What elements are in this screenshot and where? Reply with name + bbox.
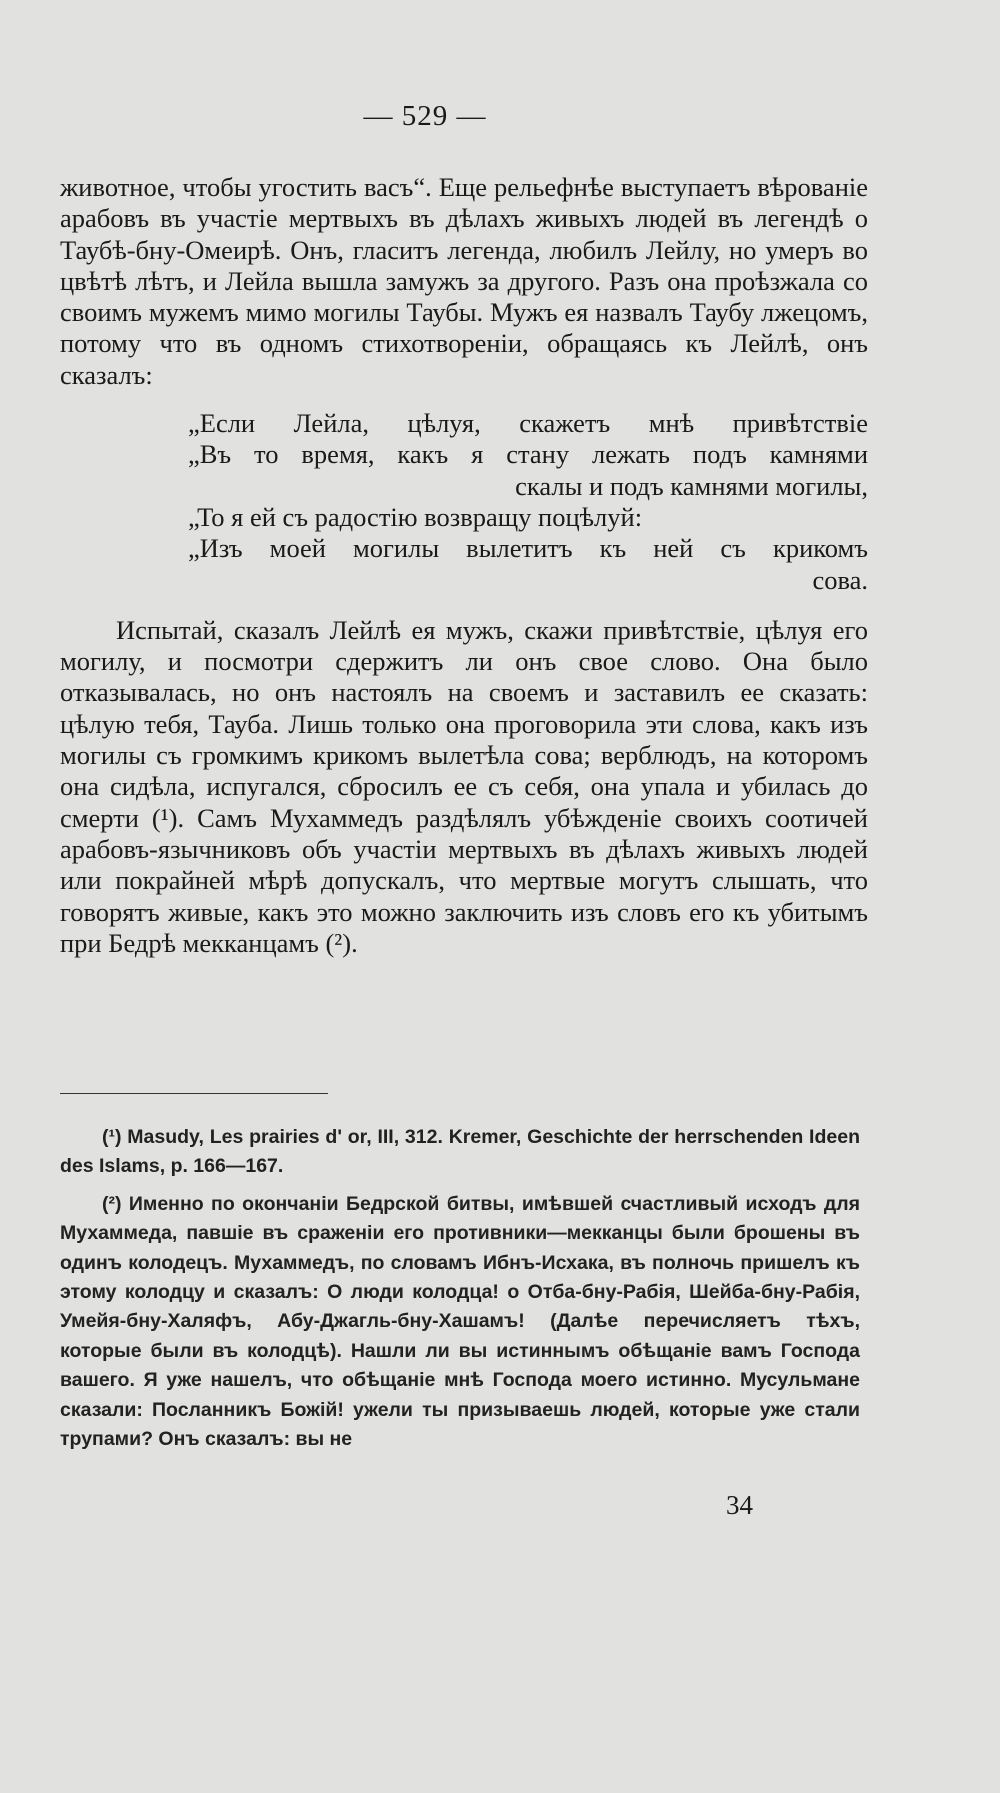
poem-line-4: „Изъ моей могилы вылетитъ къ ней съ крикомъ [188,533,868,564]
footnote-divider [60,1093,328,1094]
footnotes [60,1123,860,1462]
paragraph-2: Испытай, сказалъ Лейлѣ ея мужъ, скажи привѣтствіе, цѣлуя его могилу, и посмотри сдержитъ ли онъ свое слово. Она было отказывалась, но онъ настоялъ на своемъ и заставилъ ее сказать: цѣлую тебя, Тауба. Лишь только она проговорила эти слова, какъ изъ могилы съ громкимъ крикомъ вылетѣла сова; верблюдъ, на которомъ она сидѣла, испугался, сбросилъ ее съ себя, она упала и убилась до смерти (¹). Самъ Мухаммедъ раздѣлялъ убѣжденіе своихъ соотичей арабовъ-язычниковъ объ участіи мертвыхъ въ дѣлахъ живыхъ людей или покрайней мѣрѣ допускалъ, что мертвые могутъ слышать, что говорятъ живые, какъ это можно заключить изъ словъ его къ убитымъ при Бедрѣ мекканцамъ (²). [60,614,868,958]
footnote-1: (¹) Masudy, Les prairies d' or, III, 312. Kremer, Geschichte der herrschenden Ideen des Islams, p. 166—167. [60,1126,860,1178]
paragraph-1: животное, чтобы угостить васъ“. Еще рельефнѣе выступаетъ вѣрованіе арабовъ въ участіе мертвыхъ въ дѣлахъ живыхъ людей въ легендѣ о Таубѣ-бну-Омеирѣ. Онъ, гласитъ легенда, любилъ Лейлу, но умеръ во цвѣтѣ лѣтъ, и Лейла вышла замужъ за другого. Разъ она проѣзжала со своимъ мужемъ мимо могилы Таубы. Мужъ ея назвалъ Таубу лжецомъ, потому что въ одномъ стихотвореніи, обращаясь къ Лейлѣ, онъ сказалъ: [60,172,868,390]
poem-line-4-continuation: сова. [812,564,868,595]
poem-quote [60,408,868,596]
signature-mark: 34 [726,1490,753,1520]
poem-line-2-continuation: скалы и подъ камнями могилы, [515,470,868,501]
page-number: — 529 — [363,100,487,132]
main-text [60,172,868,959]
poem-line-3: „То я ей съ радостію возвращу поцѣлуй: [188,501,643,532]
footnote-2: (²) Именно по окончаніи Бедрской битвы, имѣвшей счастливый исходъ для Мухаммеда, павшіе въ сраженіи его противники—мекканцы были брошены въ одинъ колодецъ. Мухаммедъ, по словамъ Ибнъ-Исхака, въ полночь пришелъ къ этому колодцу и сказалъ: О люди колодца! о Отба-бну-Рабія, Шейба-бну-Рабія, Умейя-бну-Халяфъ, Абу-Джагль-бну-Хашамъ! (Далѣе перечисляетъ тѣхъ, которые были въ колодцѣ). Нашли ли вы истиннымъ обѣщаніе вамъ Господа вашего. Я уже нашелъ, что обѣщаніе мнѣ Господа моего истинно. Мусульмане сказали: Посланникъ Божій! ужели ты призываешь людей, которые уже стали трупами? Онъ сказалъ: вы не [60,1192,860,1451]
poem-line-1: „Если Лейла, цѣлуя, скажетъ мнѣ привѣтствіе [188,408,868,439]
poem-line-2: „Въ то время, какъ я стану лежать подъ камнями [188,439,868,470]
